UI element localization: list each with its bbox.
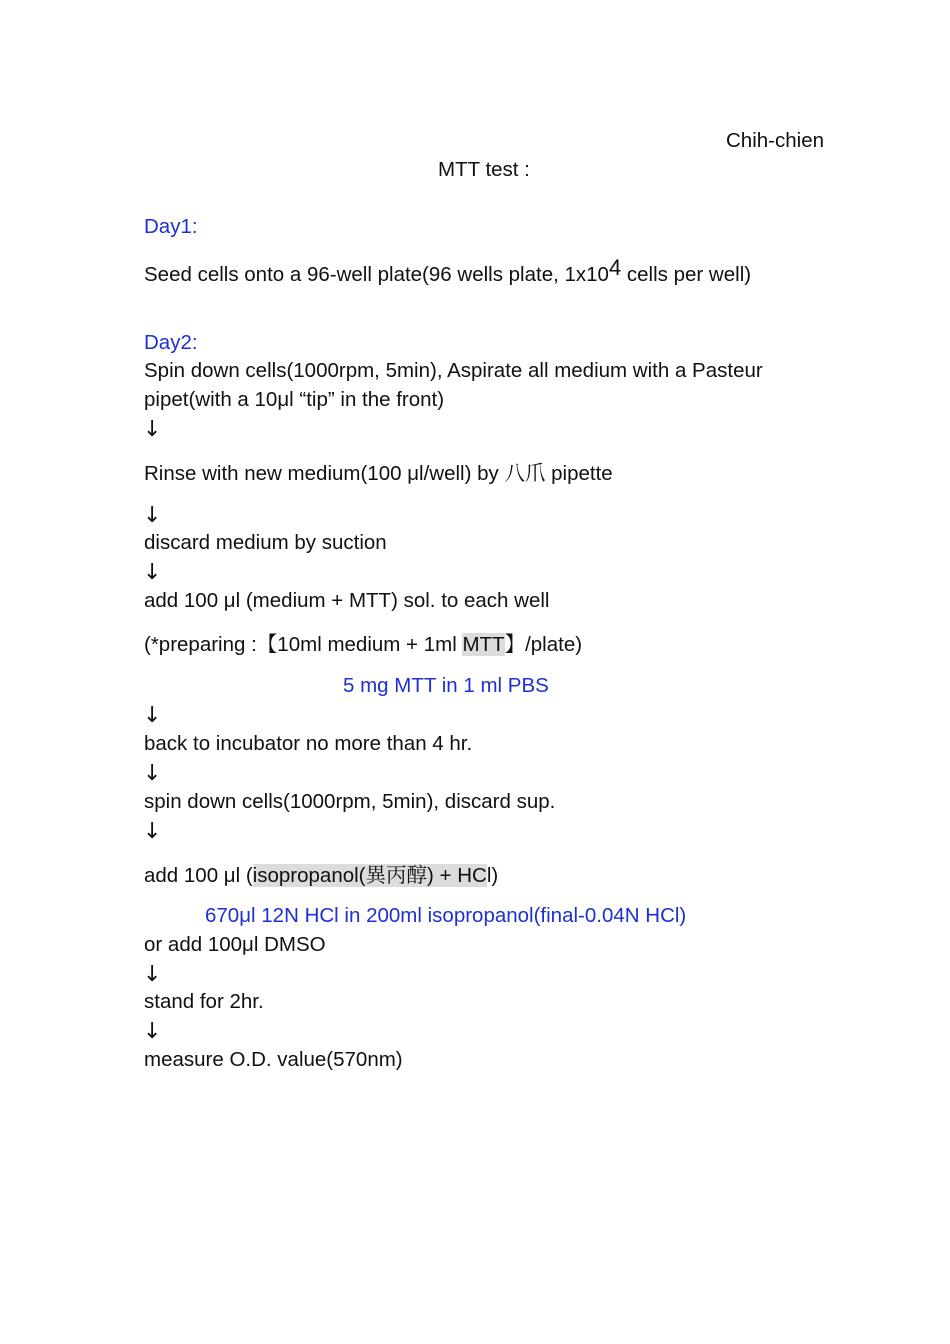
isopropanol-text: add 100 μl ( (144, 864, 253, 887)
preparing-text: (*preparing :【10ml medium + 1ml (144, 633, 463, 656)
down-arrow-icon: ↓ (143, 703, 162, 728)
down-arrow-icon: ↓ (143, 560, 162, 585)
spin-discard-step: spin down cells(1000rpm, 5min), discard sup. (144, 790, 556, 813)
down-arrow-icon: ↓ (143, 761, 162, 786)
discard-step: discard medium by suction (144, 531, 387, 554)
document-title: MTT test : (438, 158, 530, 181)
spin-step-line2: pipet(with a 10μl “tip” in the front) (144, 388, 445, 411)
rinse-text-end: pipette (545, 462, 613, 485)
day1-heading: Day1: (144, 215, 198, 238)
seed-text: Seed cells onto a 96-well plate(96 wells plate, 1x10 (144, 263, 609, 286)
add-mtt-step: add 100 μl (medium + MTT) sol. to each well (144, 589, 550, 612)
mtt-concentration-note: 5 mg MTT in 1 ml PBS (343, 674, 549, 697)
incubator-step: back to incubator no more than 4 hr. (144, 732, 473, 755)
author-name: Chih-chien (726, 129, 824, 152)
rinse-step (144, 461, 613, 486)
mtt-highlight: MTT (462, 633, 505, 656)
stand-step: stand for 2hr. (144, 990, 264, 1013)
hcl-preparation-note: 670μl 12N HCl in 200ml isopropanol(final-0.04N HCl) (205, 904, 687, 927)
isopropanol-step (144, 863, 498, 888)
spin-step-line1: Spin down cells(1000rpm, 5min), Aspirate all medium with a Pasteur (144, 359, 763, 382)
seed-exponent: 4 (608, 255, 622, 280)
isopropanol-text-end: l) (486, 864, 499, 887)
measure-step: measure O.D. value(570nm) (144, 1048, 403, 1071)
preparing-text-end: 】/plate) (504, 633, 583, 656)
seed-text-end: cells per well) (621, 263, 752, 286)
down-arrow-icon: ↓ (143, 1019, 162, 1044)
rinse-text: Rinse with new medium(100 μl/well) by (144, 462, 505, 485)
dmso-alternative: or add 100μl DMSO (144, 933, 326, 956)
preparing-note (144, 633, 582, 657)
rinse-pipette-cjk: 八爪 (504, 461, 546, 485)
day2-heading: Day2: (144, 331, 198, 354)
day1-seed-step (144, 255, 752, 287)
down-arrow-icon: ↓ (143, 962, 162, 987)
down-arrow-icon: ↓ (143, 819, 162, 844)
isopropanol-highlight: isopropanol(異丙醇) + HC (252, 863, 487, 887)
down-arrow-icon: ↓ (143, 417, 162, 442)
down-arrow-icon: ↓ (143, 503, 162, 528)
